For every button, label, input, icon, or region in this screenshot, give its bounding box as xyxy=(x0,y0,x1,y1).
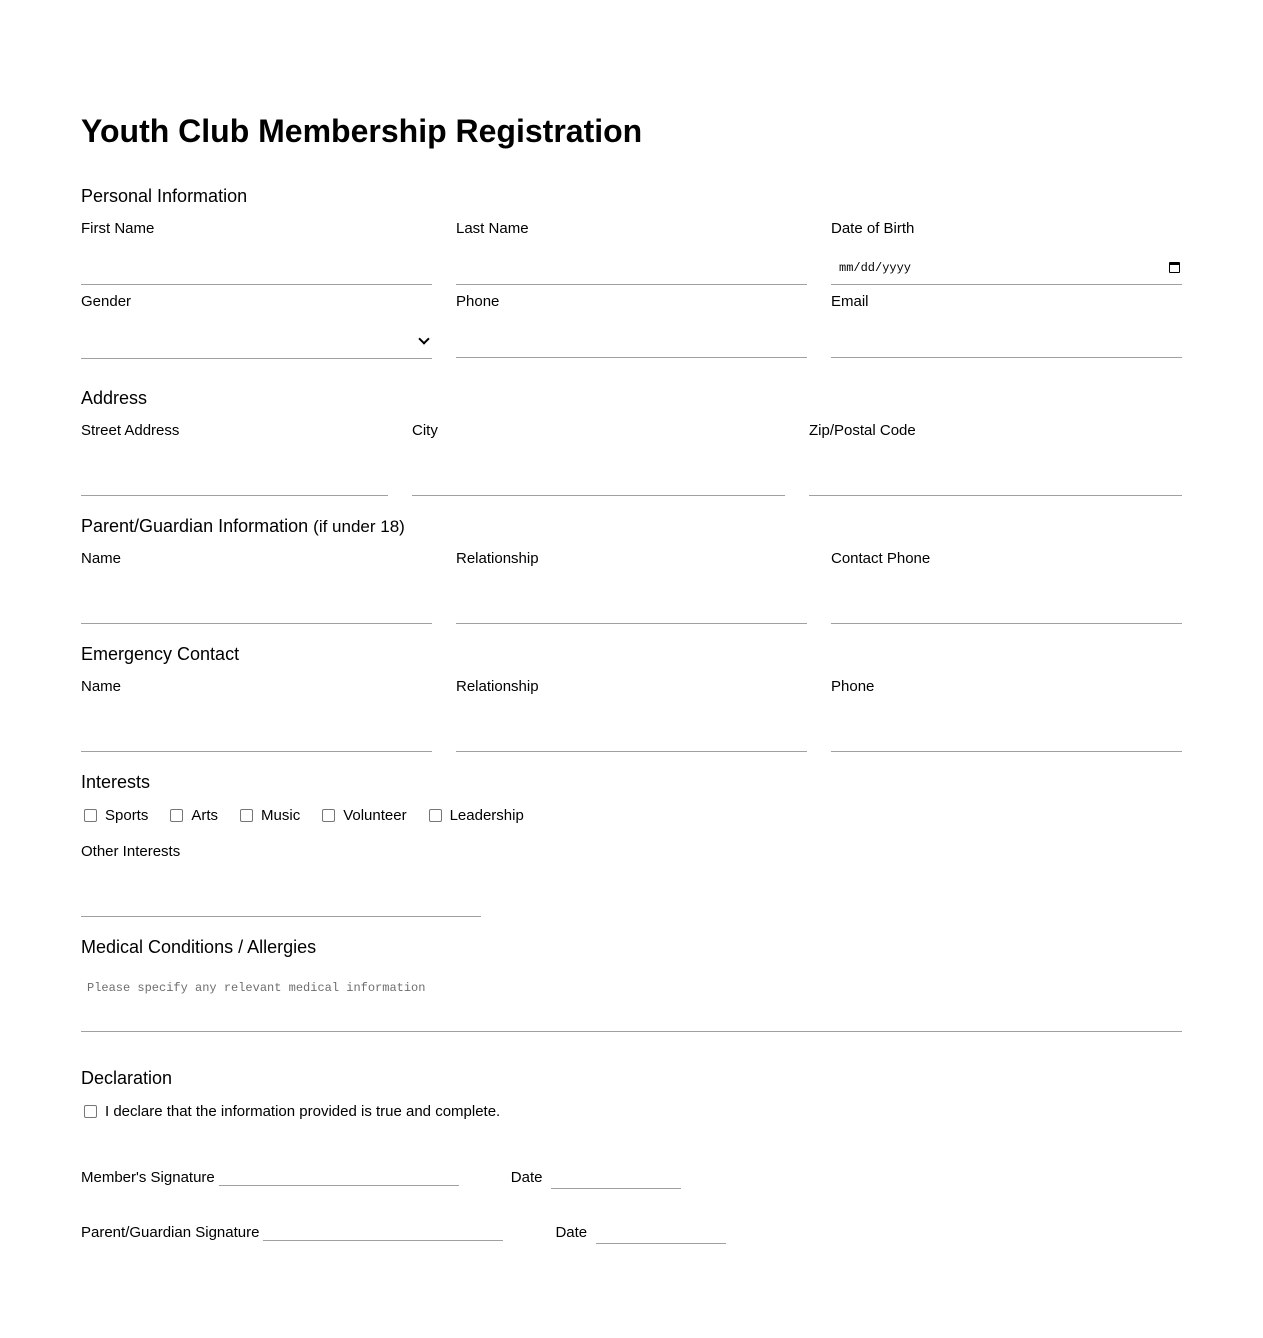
section-medical-heading: Medical Conditions / Allergies xyxy=(81,937,317,957)
emergency-name-input[interactable] xyxy=(81,718,432,752)
interest-leadership[interactable] xyxy=(426,807,524,824)
member-date-field[interactable] xyxy=(551,1166,681,1189)
emergency-phone-group xyxy=(831,678,1182,752)
dob-label: Date of Birth xyxy=(831,220,915,237)
gender-select[interactable] xyxy=(81,324,432,359)
street-label: Street Address xyxy=(81,422,180,439)
guardian-name-group xyxy=(81,550,432,624)
page-title: Youth Club Membership Registration xyxy=(81,113,643,149)
dob-placeholder: mm/dd/yyyy xyxy=(839,260,912,275)
interest-arts[interactable] xyxy=(167,807,218,824)
street-group xyxy=(81,422,388,496)
emergency-row xyxy=(81,678,1182,752)
zip-label: Zip/Postal Code xyxy=(809,422,916,439)
guardian-phone-group xyxy=(831,550,1182,624)
section-address-heading: Address xyxy=(81,388,148,408)
interest-label: Sports xyxy=(105,807,149,824)
city-input[interactable] xyxy=(412,462,785,496)
zip-input[interactable] xyxy=(809,462,1182,496)
gender-label: Gender xyxy=(81,293,132,310)
checkbox[interactable] xyxy=(429,809,442,822)
guardian-signature-row xyxy=(81,1221,726,1241)
guardian-date-field[interactable] xyxy=(596,1221,726,1244)
interest-label: Volunteer xyxy=(343,807,407,824)
interest-label: Arts xyxy=(191,807,219,824)
interest-sports[interactable] xyxy=(81,807,148,824)
interest-label: Music xyxy=(261,807,301,824)
last-name-label: Last Name xyxy=(456,220,529,237)
member-signature-field[interactable] xyxy=(219,1166,459,1186)
section-declaration-heading: Declaration xyxy=(81,1068,173,1088)
interest-music[interactable] xyxy=(237,807,300,824)
guardian-heading-note: (if under 18) xyxy=(313,517,405,536)
medical-placeholder: Please specify any relevant medical information xyxy=(87,981,426,995)
email-group xyxy=(831,293,1182,359)
guardian-relationship-input[interactable] xyxy=(456,590,807,624)
street-input[interactable] xyxy=(81,462,388,496)
zip-group xyxy=(809,422,1182,496)
personal-row-1 xyxy=(81,220,1182,285)
guardian-signature-field[interactable] xyxy=(263,1221,503,1241)
interest-volunteer[interactable] xyxy=(319,807,406,824)
other-interests-label: Other Interests xyxy=(81,843,181,860)
emergency-name-group xyxy=(81,678,432,752)
member-signature-label: Member's Signature xyxy=(81,1169,215,1186)
phone-group xyxy=(456,293,807,359)
dob-input[interactable] xyxy=(831,251,1182,285)
dob-group xyxy=(831,220,1182,285)
emergency-name-label: Name xyxy=(81,678,122,695)
city-group xyxy=(412,422,785,496)
first-name-label: First Name xyxy=(81,220,155,237)
other-interests-input[interactable] xyxy=(81,883,481,917)
phone-label: Phone xyxy=(456,293,500,310)
checkbox[interactable] xyxy=(84,809,97,822)
guardian-row xyxy=(81,550,1182,624)
guardian-name-input[interactable] xyxy=(81,590,432,624)
declaration-statement: I declare that the information provided is true and complete. xyxy=(105,1103,501,1120)
guardian-phone-label: Contact Phone xyxy=(831,550,931,567)
emergency-relationship-label: Relationship xyxy=(456,678,539,695)
section-emergency-heading: Emergency Contact xyxy=(81,644,240,664)
email-input[interactable] xyxy=(831,324,1182,358)
guardian-relationship-label: Relationship xyxy=(456,550,539,567)
gender-group xyxy=(81,293,432,359)
emergency-relationship-input[interactable] xyxy=(456,718,807,752)
email-label: Email xyxy=(831,293,869,310)
last-name-group xyxy=(456,220,807,285)
guardian-phone-input[interactable] xyxy=(831,590,1182,624)
member-date-label: Date xyxy=(510,1169,543,1186)
other-interests-group xyxy=(81,843,481,917)
calendar-icon[interactable] xyxy=(1169,262,1180,273)
first-name-input[interactable] xyxy=(81,251,432,285)
guardian-relationship-group xyxy=(456,550,807,624)
chevron-down-icon xyxy=(418,333,429,344)
address-row xyxy=(81,422,1182,496)
checkbox[interactable] xyxy=(170,809,183,822)
member-signature-row xyxy=(81,1166,681,1186)
emergency-phone-input[interactable] xyxy=(831,718,1182,752)
last-name-input[interactable] xyxy=(456,251,807,285)
city-label: City xyxy=(412,422,438,439)
emergency-relationship-group xyxy=(456,678,807,752)
interest-label: Leadership xyxy=(449,807,524,824)
personal-row-2 xyxy=(81,293,1182,359)
guardian-signature-label: Parent/Guardian Signature xyxy=(81,1224,260,1241)
section-interests-heading: Interests xyxy=(81,772,151,792)
declaration-checkbox-row[interactable] xyxy=(81,1103,500,1120)
first-name-group xyxy=(81,220,432,285)
medical-textarea[interactable] xyxy=(81,975,1182,1032)
guardian-heading-text: Parent/Guardian Information xyxy=(81,516,309,536)
checkbox[interactable] xyxy=(322,809,335,822)
emergency-phone-label: Phone xyxy=(831,678,875,695)
declaration-checkbox[interactable] xyxy=(84,1105,97,1118)
checkbox[interactable] xyxy=(240,809,253,822)
section-guardian-heading xyxy=(81,515,405,538)
section-personal-heading: Personal Information xyxy=(81,186,248,206)
phone-input[interactable] xyxy=(456,324,807,358)
guardian-date-label: Date xyxy=(555,1224,588,1241)
guardian-name-label: Name xyxy=(81,550,122,567)
interests-checkbox-group xyxy=(81,807,543,824)
